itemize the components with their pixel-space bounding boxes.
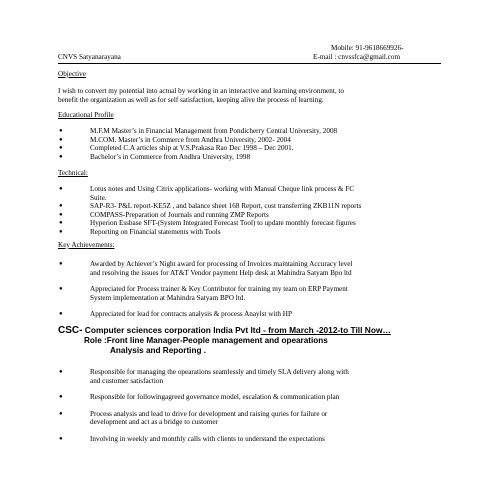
bullet-icon: ● — [59, 211, 63, 218]
employer-name: Computer sciences corporation India Pvt ltd — [82, 325, 261, 335]
list-item: ● Awarded by Achiever’s Night award for processing of Invoices maintaining Accuracy level and resolving the issues for AT&T Vendor payment Help desk at Mahindra Satyam Bpo ltd — [59, 260, 353, 277]
bullet-icon: ● — [59, 128, 63, 134]
list-item: ● Process analysis and lead to drive for development and raising quries for failure or development and act as a bridge to customer — [59, 409, 328, 427]
technical-heading: Technical: — [58, 169, 88, 177]
email-address: E-mail : cnvssfca@gmail.com — [313, 53, 401, 61]
bullet-icon: ● — [59, 261, 63, 267]
list-item: ● Bachelor’s in Commerce from Andhra University, 1998 — [59, 152, 251, 161]
bullet-icon: ● — [59, 136, 63, 143]
list-item: ● COMPASS-Preparation of Journals and running ZMP Reports — [59, 210, 269, 219]
bullet-icon: ● — [59, 435, 63, 442]
list-item: ● M.F.M Master’s in Financial Management from Pondicherry Central University, 2008 — [59, 127, 338, 135]
employer-heading — [58, 325, 391, 336]
list-item: ● Appreciated for lead for contracts analysis & process Anaylst with HP — [59, 310, 292, 319]
list-item: ● M.COM. Master’s in Commerce from Andhra University, 2002- 2004 — [59, 135, 291, 144]
list-item: ● Responsible for followingagreed governance model, escalation & communication plan — [59, 393, 340, 402]
list-item: ● Hyperion Essbase SFT-(System Integrated Forecast Tool) to update monthly forecast figures — [59, 219, 356, 228]
role-line-1: Role :Front line Manager-People management and opearations — [84, 336, 328, 345]
achievements-heading: Key Achievements: — [58, 241, 115, 249]
list-item: ● Involving in weekly and monthly calls with clients to understand the expectations — [59, 434, 325, 443]
employment-period: - from March -2012-to Till Now… — [260, 325, 391, 335]
bullet-icon: ● — [59, 203, 63, 210]
bullet-icon: ● — [59, 228, 63, 235]
employer-abbr: CSC- — [58, 325, 83, 336]
objective-line-1: I wish to convert my potential into actual by working in an interactive and learning environment, to — [58, 87, 345, 95]
bullet-icon: ● — [59, 145, 63, 152]
list-item: ● Completed C.A articles ship at V.S.Prakasa Rao Dec 1998 – Dec 2001. — [59, 144, 294, 153]
objective-heading: Objective — [58, 70, 86, 78]
achievements-list — [59, 260, 352, 319]
bullet-icon: ● — [59, 311, 63, 318]
technical-list — [59, 185, 361, 237]
bullet-icon: ● — [59, 153, 63, 160]
bullet-icon: ● — [59, 394, 63, 401]
education-heading: Educational Profile — [58, 111, 114, 119]
bullet-icon: ● — [59, 410, 63, 417]
bullet-icon: ● — [59, 220, 63, 227]
education-list — [59, 127, 337, 161]
role-line-2: Analysis and Reporting . — [110, 346, 206, 355]
list-item: ● Appreciated for Process trainer & Key Contributor for training my team on ERP Payment System implementation at Mahindra Satyam BPO ltd. — [59, 285, 348, 302]
candidate-name: CNVS Satyanarayana — [58, 53, 121, 61]
list-item: ● SAP-R3- P&L report-KE5Z , and balance sheet 168 Report, cost transferring ZKB11N reports — [59, 202, 362, 211]
bullet-icon: ● — [59, 286, 63, 293]
bullet-icon: ● — [59, 186, 63, 192]
list-item: ● Lotus notes and Using Citrix applications- working with Manual Cheque link process & FC Suite. — [59, 185, 355, 202]
bullet-icon: ● — [59, 369, 63, 375]
objective-line-2: benefit the organization as well as for self satisfaction, keeping alive the process of learning. — [58, 96, 324, 104]
mobile-number: Mobile: 91-9618669926- — [331, 44, 404, 52]
list-item: ● Reporting on Financial statements with Tools — [59, 227, 221, 236]
header-divider — [58, 63, 441, 64]
list-item: ● Responsible for managing the opearations seamlessly and timely SLA delivery along with and customer satisfaction — [59, 368, 349, 385]
responsibilities-list — [59, 368, 349, 444]
